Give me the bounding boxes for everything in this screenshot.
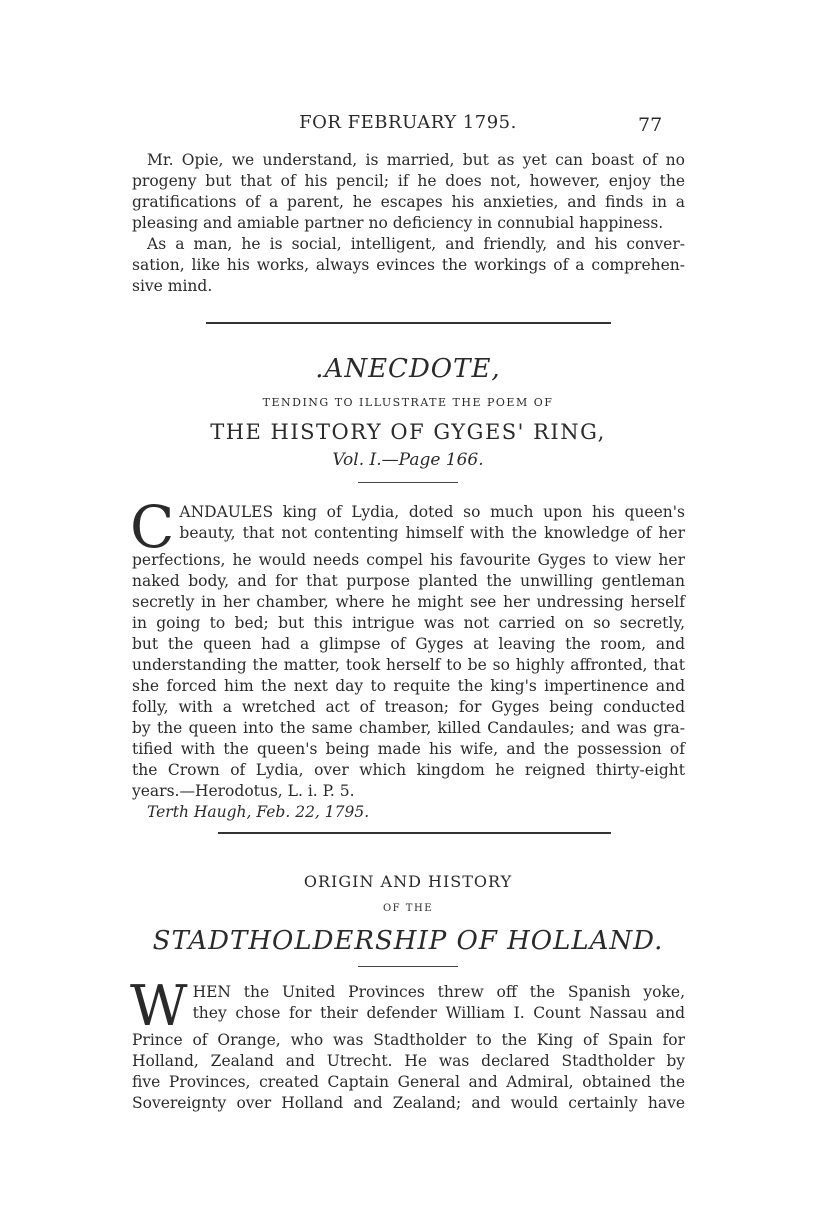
anecdote-paragraph bbox=[130, 493, 685, 823]
text-line: years.—Herodotus, L. i. P. 5. bbox=[132, 782, 355, 800]
section-title-connector: OF THE bbox=[382, 903, 433, 914]
text-line: sation, like his works, always evinces the workings of a comprehen- bbox=[132, 256, 685, 274]
section-divider bbox=[218, 832, 611, 834]
text-line: pleasing and amiable partner no deficiency in connubial happiness. bbox=[132, 214, 664, 232]
text-line: she forced him the next day to requite the king's impertinence and bbox=[132, 677, 685, 695]
text-line: in going to bed; but this intrigue was not carried on so secretly, bbox=[132, 614, 685, 632]
text-line: progeny but that of his pencil; if he does not, however, enjoy the bbox=[132, 172, 685, 190]
text-line: Holland, Zealand and Utrecht. He was declared Stadtholder by bbox=[132, 1052, 685, 1070]
text-line: tified with the queen's being made his wife, and the possession of bbox=[132, 740, 685, 758]
drop-cap: C bbox=[130, 493, 175, 561]
section-title: ORIGIN AND HISTORY bbox=[303, 872, 513, 891]
text-line: Prince of Orange, who was Stadtholder to the King of Spain for bbox=[132, 1031, 685, 1049]
text-line: folly, with a wretched act of treason; for Gyges being conducted bbox=[132, 698, 685, 716]
running-head: FOR FEBRUARY 1795. bbox=[299, 112, 517, 133]
text-line: sive mind. bbox=[132, 277, 213, 295]
text-line: five Provinces, created Captain General and Admiral, obtained the bbox=[132, 1073, 685, 1091]
text-line: ANDAULES king of Lydia, doted so much upon his queen's bbox=[179, 503, 685, 521]
anecdote-title: .ANECDOTE, bbox=[315, 354, 501, 384]
volume-reference: Vol. I.—Page 166. bbox=[332, 450, 484, 470]
opie-paragraph bbox=[132, 150, 685, 297]
text-line: understanding the matter, took herself to be so highly affronted, that bbox=[132, 656, 685, 674]
text-line: As a man, he is social, intelligent, and friendly, and his conver- bbox=[147, 235, 685, 253]
text-line: but the queen had a glimpse of Gyges at leaving the room, and bbox=[132, 635, 685, 653]
text-line: the Crown of Lydia, over which kingdom he reigned thirty-eight bbox=[132, 761, 685, 779]
anecdote-subtitle: TENDING TO ILLUSTRATE THE POEM OF bbox=[262, 396, 554, 409]
section-main-title: STADTHOLDERSHIP OF HOLLAND. bbox=[152, 926, 664, 956]
text-line: HEN the United Provinces threw off the Spanish yoke, bbox=[192, 983, 685, 1001]
signature-line: Terth Haugh, Feb. 22, 1795. bbox=[147, 803, 370, 821]
drop-cap: W bbox=[130, 974, 188, 1039]
stadtholder-paragraph bbox=[130, 974, 685, 1114]
short-rule bbox=[358, 966, 458, 967]
text-line: secretly in her chamber, where he might see her undressing herself bbox=[132, 593, 685, 611]
short-rule bbox=[358, 482, 458, 483]
text-line: Mr. Opie, we understand, is married, but as yet can boast of no bbox=[147, 151, 685, 169]
text-line: gratifications of a parent, he escapes his anxieties, and finds in a bbox=[132, 193, 685, 211]
text-line: beauty, that not contenting himself with the knowledge of her bbox=[179, 524, 685, 542]
poem-title: THE HISTORY OF GYGES' RING, bbox=[210, 420, 606, 444]
text-line: by the queen into the same chamber, killed Candaules; and was gra- bbox=[132, 719, 685, 737]
text-line: perfections, he would needs compel his favourite Gyges to view her bbox=[132, 551, 685, 569]
text-line: naked body, and for that purpose planted the unwilling gentleman bbox=[132, 572, 685, 590]
section-divider bbox=[206, 322, 611, 324]
text-line: they chose for their defender William I. Count Nassau and bbox=[192, 1004, 685, 1022]
page-number: 77 bbox=[638, 114, 663, 136]
text-line: Sovereignty over Holland and Zealand; and would certainly have bbox=[132, 1094, 685, 1112]
